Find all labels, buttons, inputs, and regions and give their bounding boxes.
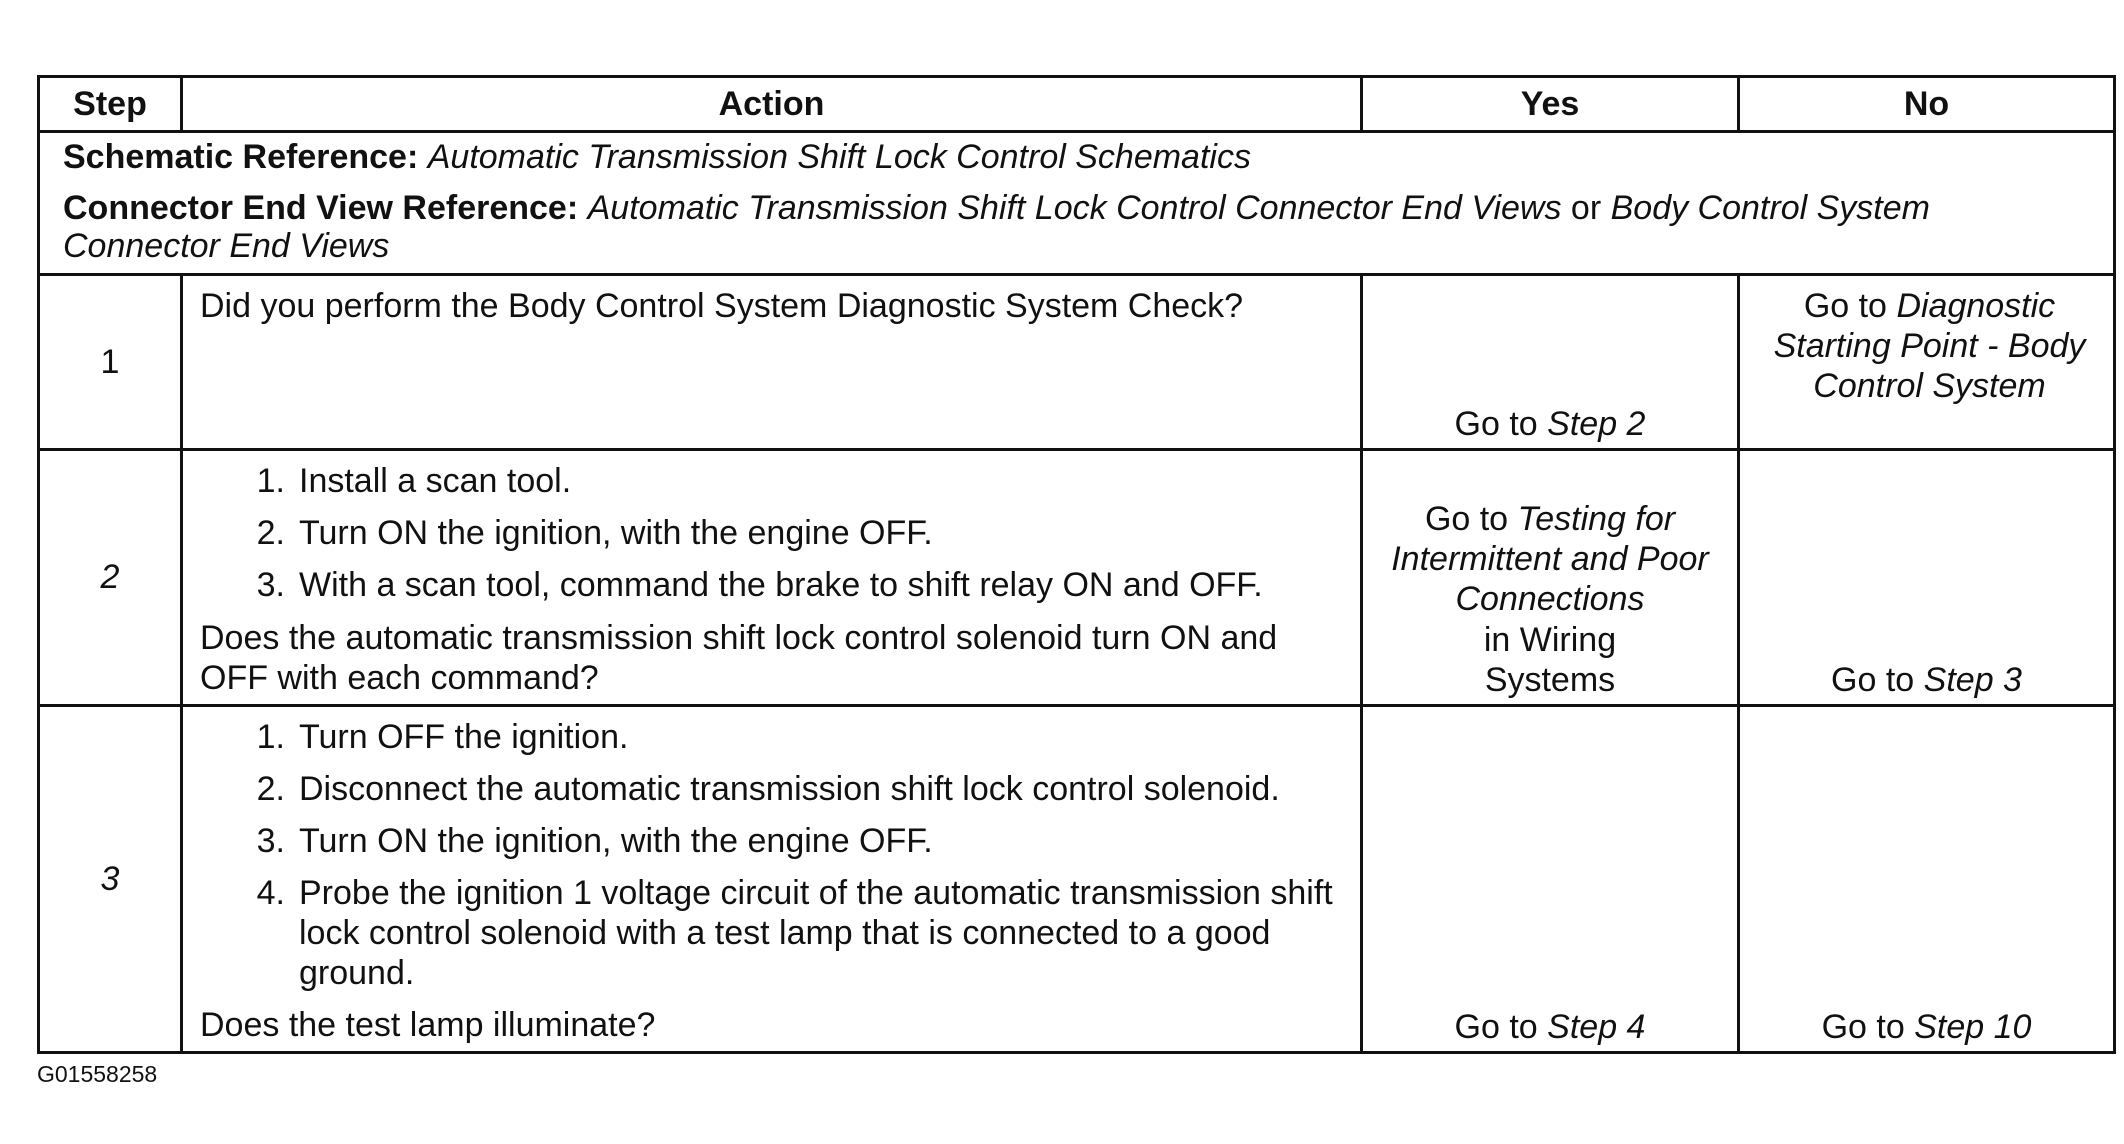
no-result: [1740, 276, 2113, 406]
yes-target-link[interactable]: Testing for Intermittent and Poor Connections: [1391, 500, 1709, 619]
yes-result: [1363, 404, 1737, 444]
yes-prefix: Go to: [1424, 500, 1509, 539]
no-target-link[interactable]: Step 10: [1914, 1008, 2032, 1047]
reference-cell: [39, 132, 2115, 275]
step-row-1: [39, 275, 2115, 450]
action-item: 4. Probe the ignition 1 voltage circuit of the automatic transmission shift lock control solenoid with a test lamp that is connected to a good ground.: [256, 874, 1333, 993]
header-action: Action: [182, 77, 1362, 132]
step-question: Does the test lamp illuminate?: [200, 1006, 656, 1045]
step-row-2: [39, 450, 2115, 706]
reference-row: [39, 132, 2115, 275]
no-prefix: Go to: [1803, 287, 1887, 326]
header-step: Step: [39, 77, 182, 132]
yes-cell: [1362, 705, 1739, 1053]
yes-prefix: Go to: [1454, 1008, 1538, 1047]
step-number: 3: [39, 705, 182, 1053]
action-item: 2. Disconnect the automatic transmission shift lock control solenoid.: [256, 769, 1280, 808]
action-cell: [182, 275, 1362, 450]
no-target-link[interactable]: Step 3: [1923, 660, 2022, 699]
connector-reference-value1: Automatic Transmission Shift Lock Control Connector End Views: [587, 189, 1562, 228]
connector-reference-value2: Body Control System Connector End Views: [63, 189, 1930, 265]
header-yes: Yes: [1362, 77, 1739, 132]
no-cell: [1739, 450, 2115, 706]
step-question: Does the automatic transmission shift lock control solenoid turn ON and OFF with each command?: [200, 618, 1278, 697]
no-cell: [1739, 275, 2115, 450]
action-item: 3. With a scan tool, command the brake to shift relay ON and OFF.: [256, 566, 1263, 605]
yes-cell: [1362, 275, 1739, 450]
yes-cell: [1362, 450, 1739, 706]
step-question: Did you perform the Body Control System Diagnostic System Check?: [200, 287, 1244, 326]
action-list: [200, 717, 1350, 994]
action-item: 1. Turn OFF the ignition.: [256, 717, 629, 756]
connector-reference-or: or: [1570, 189, 1602, 228]
step-row-3: [39, 705, 2115, 1053]
header-row: [39, 77, 2115, 132]
no-prefix: Go to: [1831, 660, 1915, 699]
no-target-link[interactable]: Diagnostic Starting Point - Body Control System: [1773, 287, 2086, 406]
action-cell: [182, 705, 1362, 1053]
yes-prefix: Go to: [1454, 405, 1538, 444]
schematic-reference-label: Schematic Reference:: [63, 138, 419, 176]
step-number: 2: [39, 450, 182, 706]
action-cell: [182, 450, 1362, 706]
connector-reference-label: Connector End View Reference:: [63, 189, 579, 228]
yes-result: [1363, 499, 1737, 700]
no-cell: [1739, 705, 2115, 1053]
no-result: [1740, 660, 2113, 700]
no-result: [1740, 1007, 2113, 1047]
yes-target-link[interactable]: Step 4: [1547, 1008, 1646, 1047]
action-item: 3. Turn ON the ignition, with the engine OFF.: [256, 821, 933, 860]
header-no: No: [1739, 77, 2115, 132]
action-item: 1. Install a scan tool.: [256, 462, 572, 501]
yes-result: [1363, 1007, 1737, 1047]
schematic-reference-value: Automatic Transmission Shift Lock Control Schematics: [427, 138, 1251, 176]
no-prefix: Go to: [1821, 1008, 1905, 1047]
action-item: 2. Turn ON the ignition, with the engine OFF.: [256, 514, 933, 553]
schematic-reference: [63, 139, 2093, 176]
yes-target-link[interactable]: Step 2: [1547, 405, 1646, 444]
yes-suffix: in Wiring Systems: [1483, 620, 1617, 699]
step-number: 1: [39, 275, 182, 450]
action-list: [200, 461, 1350, 605]
connector-reference: [63, 190, 2093, 265]
figure-id: G01558258: [37, 1061, 158, 1087]
diagnostic-table: [37, 75, 2116, 1054]
